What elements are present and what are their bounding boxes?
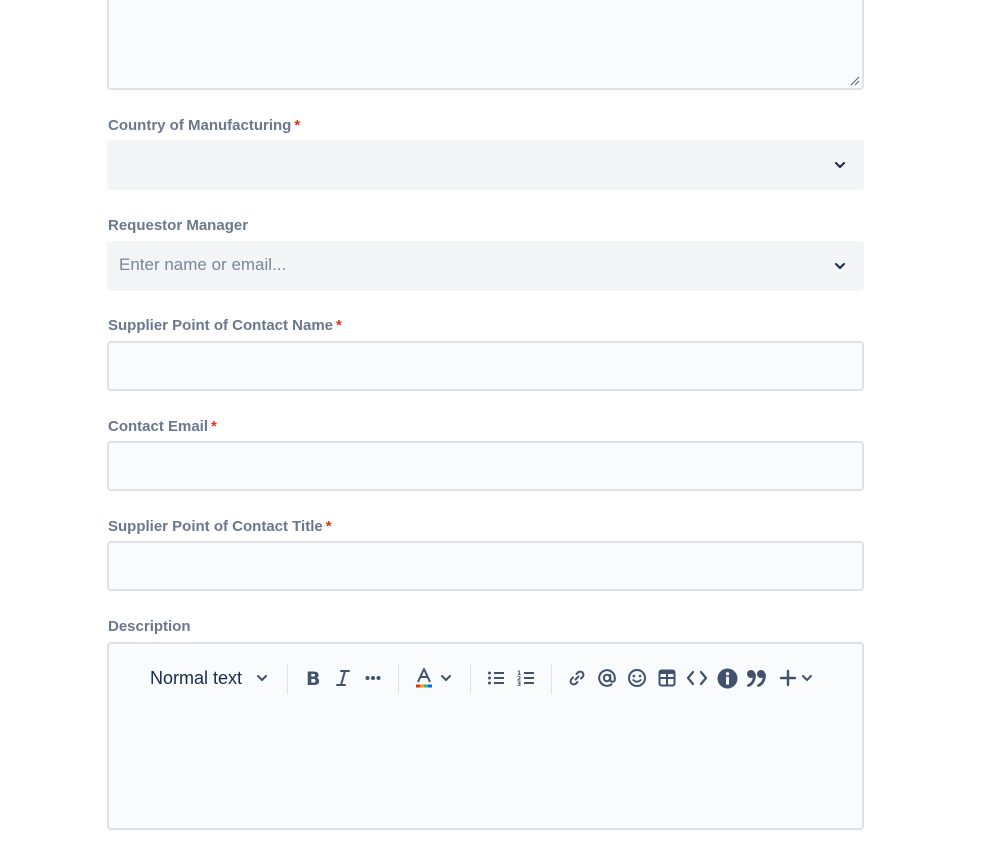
svg-text:B: B xyxy=(306,669,321,687)
quote-button[interactable] xyxy=(745,664,769,692)
supplier-title-label-text: Supplier Point of Contact Title xyxy=(108,518,323,535)
supplier-title-input[interactable] xyxy=(107,541,864,591)
chevron-down-icon xyxy=(801,672,813,684)
required-mark: * xyxy=(294,117,301,134)
previous-textarea[interactable] xyxy=(107,0,864,90)
code-icon xyxy=(686,669,708,687)
supplier-title-label xyxy=(108,518,332,535)
more-formatting-button[interactable] xyxy=(361,664,385,692)
required-mark: * xyxy=(336,317,342,334)
toolbar-divider xyxy=(398,664,399,694)
country-select[interactable] xyxy=(107,140,864,190)
resize-grip-icon[interactable] xyxy=(850,76,860,86)
link-button[interactable] xyxy=(565,664,589,692)
toolbar-divider xyxy=(551,664,552,694)
manager-label xyxy=(108,217,248,234)
description-label-text: Description xyxy=(108,618,191,635)
bold-button[interactable] xyxy=(301,664,325,692)
chevron-down-icon xyxy=(834,159,846,171)
chevron-down-icon xyxy=(834,260,846,272)
bold-icon xyxy=(304,669,322,687)
italic-button[interactable] xyxy=(331,664,355,692)
email-label-text: Contact Email xyxy=(108,418,209,435)
mention-button[interactable] xyxy=(595,664,619,692)
insert-more-button[interactable] xyxy=(777,664,815,692)
supplier-name-label xyxy=(108,317,342,334)
text-color-button[interactable] xyxy=(411,664,455,692)
mention-icon xyxy=(597,668,617,688)
chevron-down-icon xyxy=(440,672,452,684)
more-icon xyxy=(364,669,382,687)
plus-icon xyxy=(779,669,797,687)
bullet-list-icon xyxy=(487,669,505,687)
text-style-label: Normal text xyxy=(149,667,243,688)
emoji-button[interactable] xyxy=(625,664,649,692)
country-label xyxy=(108,117,300,134)
required-mark: * xyxy=(211,418,217,435)
svg-text:2: 2 xyxy=(517,675,522,683)
supplier-name-input[interactable] xyxy=(107,341,864,391)
country-label-text: Country of Manufacturing xyxy=(108,117,292,134)
supplier-name-label-text: Supplier Point of Contact Name xyxy=(108,317,334,334)
svg-text:3: 3 xyxy=(517,681,522,687)
svg-text:1: 1 xyxy=(517,670,522,677)
manager-label-text: Requestor Manager xyxy=(108,217,249,234)
italic-icon xyxy=(334,669,352,687)
link-icon xyxy=(568,669,586,687)
toolbar-divider xyxy=(470,664,471,694)
description-label xyxy=(108,618,191,635)
table-button[interactable] xyxy=(655,664,679,692)
numbered-list-icon xyxy=(517,669,535,687)
numbered-list-button[interactable] xyxy=(514,664,538,692)
text-color-icon xyxy=(414,667,434,689)
chevron-down-icon xyxy=(256,672,268,684)
info-icon xyxy=(717,668,738,689)
bullet-list-button[interactable] xyxy=(484,664,508,692)
quote-icon xyxy=(746,668,768,688)
description-editor[interactable] xyxy=(107,642,864,830)
toolbar-divider xyxy=(287,664,288,694)
code-button[interactable] xyxy=(685,664,709,692)
editor-toolbar xyxy=(109,664,862,692)
manager-placeholder: Enter name or email... xyxy=(119,255,287,274)
table-icon xyxy=(658,669,676,687)
text-style-dropdown[interactable] xyxy=(149,664,269,692)
email-input[interactable] xyxy=(107,441,864,491)
email-label xyxy=(108,418,217,435)
manager-select[interactable] xyxy=(107,241,864,291)
info-panel-button[interactable] xyxy=(715,664,739,692)
emoji-icon xyxy=(627,668,647,688)
required-mark: * xyxy=(325,518,332,535)
